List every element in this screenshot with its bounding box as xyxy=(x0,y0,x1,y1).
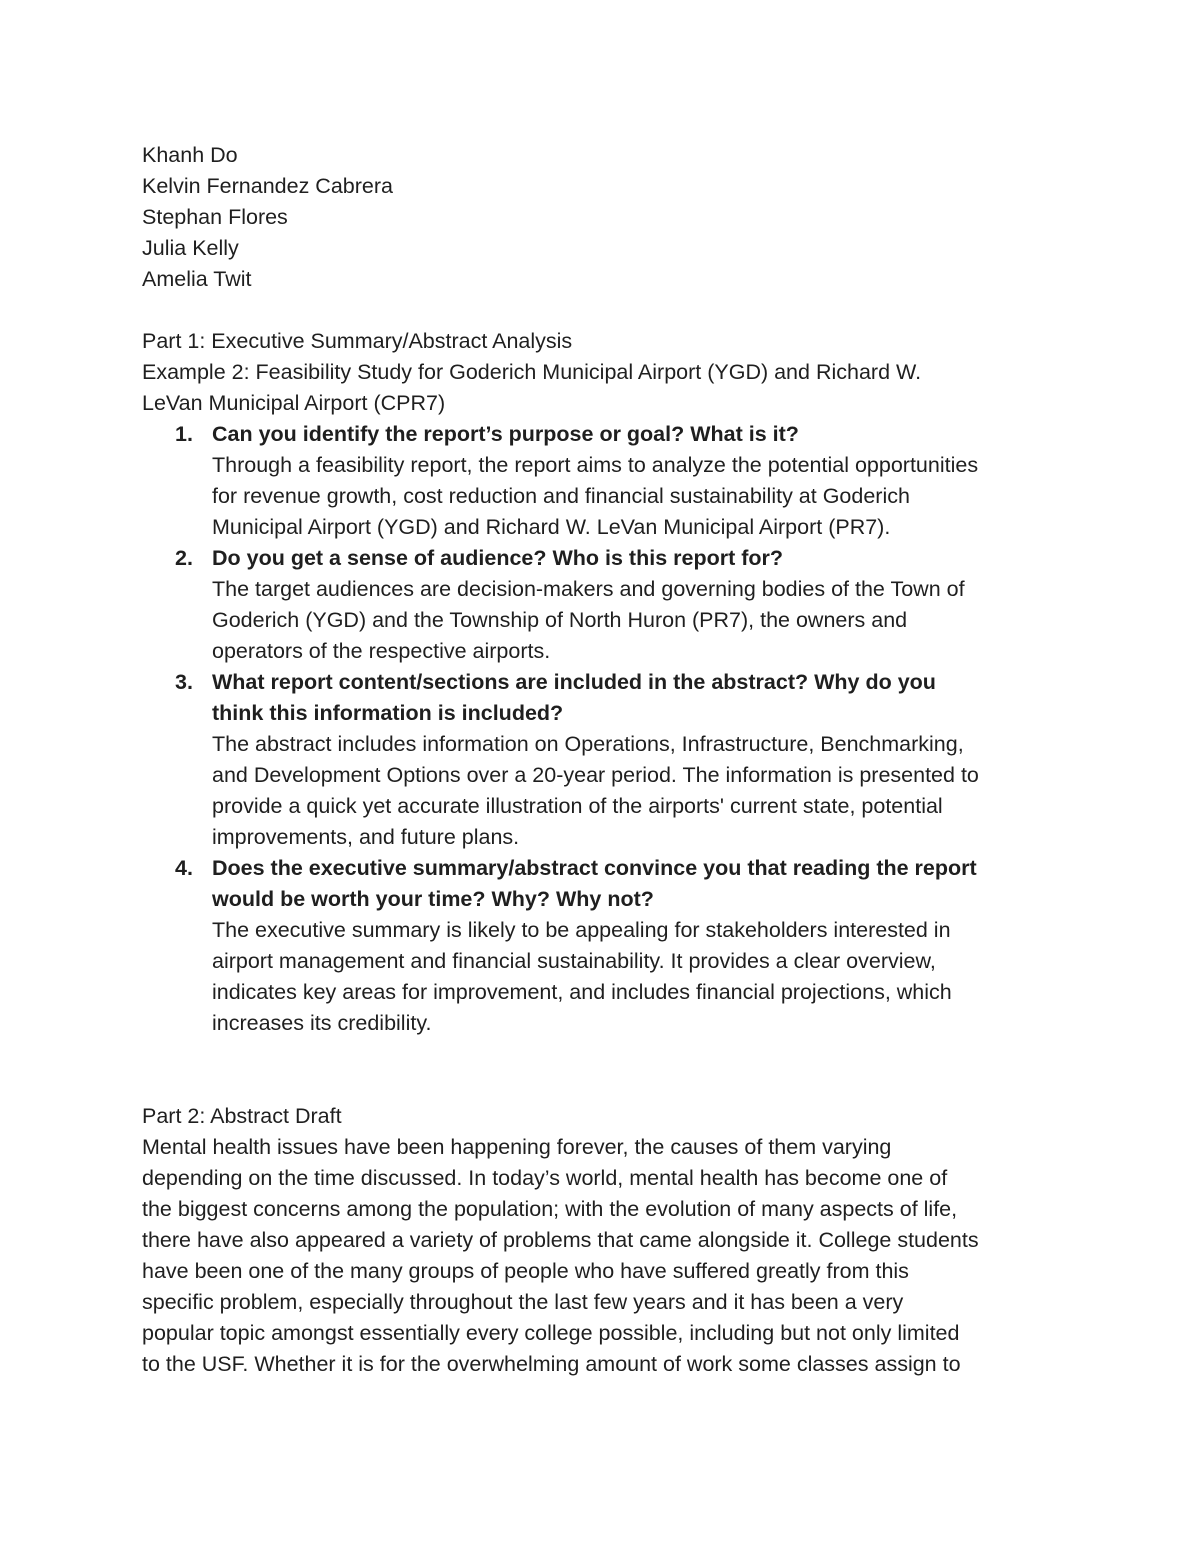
question-list xyxy=(142,419,1062,1039)
answer-text: The target audiences are decision-makers and governing bodies of the Town of xyxy=(212,577,965,601)
answer-text: for revenue growth, cost reduction and financial sustainability at Goderich xyxy=(212,484,910,508)
example-title-line1: Example 2: Feasibility Study for Goderich Municipal Airport (YGD) and Richard W. xyxy=(142,360,922,384)
answer-text: provide a quick yet accurate illustration of the airports' current state, potential xyxy=(212,794,943,818)
answer-text: The abstract includes information on Operations, Infrastructure, Benchmarking, xyxy=(212,732,964,756)
question-text: think this information is included? xyxy=(212,701,564,725)
paragraph-line: have been one of the many groups of people who have suffered greatly from this xyxy=(142,1259,909,1283)
answer-text: The executive summary is likely to be appealing for stakeholders interested in xyxy=(212,918,951,942)
paragraph-line: depending on the time discussed. In today’s world, mental health has become one of xyxy=(142,1166,948,1190)
question-item-4 xyxy=(142,853,1062,1039)
paragraph-line: the biggest concerns among the population; with the evolution of many aspects of life, xyxy=(142,1197,958,1221)
question-text: Does the executive summary/abstract convince you that reading the report xyxy=(212,856,977,880)
answer-text: indicates key areas for improvement, and includes financial projections, which xyxy=(212,980,952,1004)
answer-text: improvements, and future plans. xyxy=(212,825,520,849)
answer-text: Through a feasibility report, the report aims to analyze the potential opportunities xyxy=(212,453,979,477)
question-item-1 xyxy=(142,419,1062,543)
paragraph-line: to the USF. Whether it is for the overwhelming amount of work some classes assign to xyxy=(142,1352,961,1376)
question-item-3 xyxy=(142,667,1062,853)
author-name: Julia Kelly xyxy=(142,236,239,260)
question-text: Can you identify the report’s purpose or goal? What is it? xyxy=(212,422,799,446)
part2-section xyxy=(142,1101,1062,1380)
answer-text: increases its credibility. xyxy=(212,1011,432,1035)
answer-text: Municipal Airport (YGD) and Richard W. LeVan Municipal Airport (PR7). xyxy=(212,515,891,539)
author-name: Stephan Flores xyxy=(142,205,288,229)
answer-text: airport management and financial sustainability. It provides a clear overview, xyxy=(212,949,936,973)
paragraph-line: specific problem, especially throughout the last few years and it has been a very xyxy=(142,1290,904,1314)
author-list xyxy=(142,140,1062,295)
abstract-paragraph xyxy=(142,1132,1062,1380)
spacer xyxy=(142,1039,1062,1101)
part2-heading: Part 2: Abstract Draft xyxy=(142,1104,342,1128)
question-text: would be worth your time? Why? Why not? xyxy=(212,887,654,911)
question-number: 1. xyxy=(175,422,193,446)
part1-section xyxy=(142,326,1062,1039)
paragraph-line: there have also appeared a variety of problems that came alongside it. College students xyxy=(142,1228,979,1252)
author-name: Kelvin Fernandez Cabrera xyxy=(142,174,393,198)
paragraph-line: Mental health issues have been happening forever, the causes of them varying xyxy=(142,1135,892,1159)
question-number: 3. xyxy=(175,670,193,694)
question-item-2 xyxy=(142,543,1062,667)
question-text: What report content/sections are included in the abstract? Why do you xyxy=(212,670,936,694)
question-number: 4. xyxy=(175,856,193,880)
author-name: Amelia Twit xyxy=(142,267,252,291)
answer-text: and Development Options over a 20-year period. The information is presented to xyxy=(212,763,979,787)
author-name: Khanh Do xyxy=(142,143,238,167)
question-number: 2. xyxy=(175,546,193,570)
document-body xyxy=(142,140,1062,1380)
answer-text: Goderich (YGD) and the Township of North Huron (PR7), the owners and xyxy=(212,608,908,632)
example-title-line2: LeVan Municipal Airport (CPR7) xyxy=(142,391,446,415)
answer-text: operators of the respective airports. xyxy=(212,639,551,663)
paragraph-line: popular topic amongst essentially every college possible, including but not only limited xyxy=(142,1321,960,1345)
part1-heading: Part 1: Executive Summary/Abstract Analysis xyxy=(142,329,573,353)
question-text: Do you get a sense of audience? Who is this report for? xyxy=(212,546,784,570)
spacer xyxy=(142,295,1062,326)
